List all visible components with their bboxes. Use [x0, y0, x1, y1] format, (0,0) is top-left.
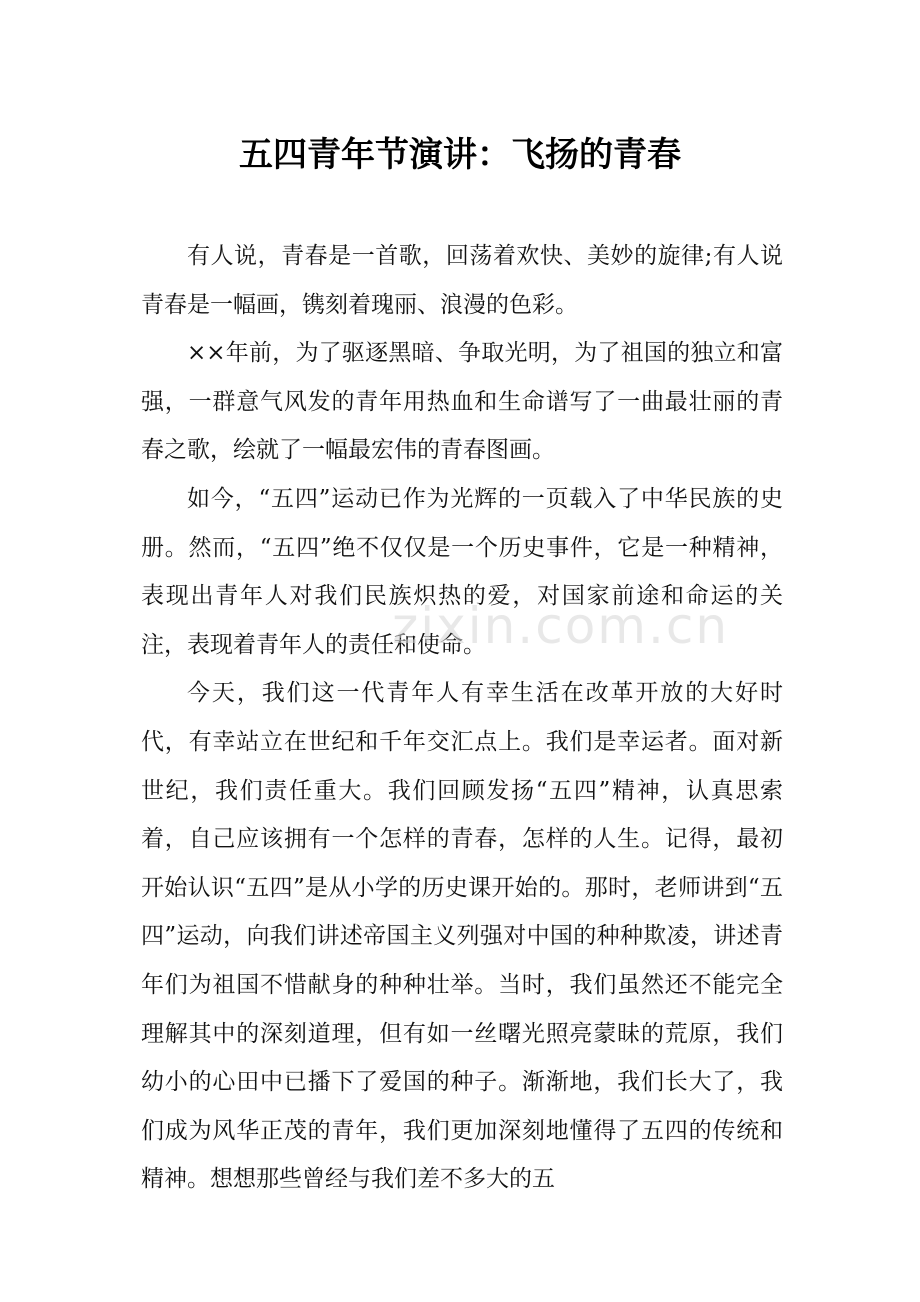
watermark: zixin.com.cn — [392, 597, 730, 655]
paragraph: 今天，我们这一代青年人有幸生活在改革开放的大好时代，有幸站立在世纪和千年交汇点上。我们是幸运者。面对新世纪，我们责任重大。我们回顾发扬“五四”精神，认真思索着，自己应该拥有一个怎样的青春，怎样的人生。记得，最初开始认识“五四”是从小学的历史课开始的。那时，老师讲到“五四”运动，向我们讲述帝国主义列强对中国的种种欺凌，讲述青年们为祖国不惜献身的种种壮举。当时，我们虽然还不能完全理解其中的深刻道理，但有如一丝曙光照亮蒙昧的荒原，我们幼小的心田中已播下了爱国的种子。渐渐地，我们长大了，我们成为风华正茂的青年，我们更加深刻地懂得了五四的传统和精神。想想那些曾经与我们差不多大的五 — [141, 680, 783, 1193]
paragraph: ××年前，为了驱逐黑暗、争取光明，为了祖国的独立和富强，一群意气风发的青年用热血和生命谱写了一曲最壮丽的青春之歌，绘就了一幅最宏伟的青春图画。 — [141, 340, 783, 464]
document-body — [141, 232, 783, 1204]
page-title: 五四青年节演讲：飞扬的青春 — [239, 135, 681, 175]
paragraph: 有人说，青春是一首歌，回荡着欢快、美妙的旋律;有人说青春是一幅画，镌刻着瑰丽、浪漫的色彩。 — [141, 243, 783, 318]
paragraph: 如今，“五四”运动已作为光辉的一页载入了中华民族的史册。然而，“五四”绝不仅仅是一个历史事件，它是一种精神，表现出青年人对我们民族炽热的爱，对国家前途和命运的关注，表现着青年人的责任和使命。 — [141, 485, 783, 658]
